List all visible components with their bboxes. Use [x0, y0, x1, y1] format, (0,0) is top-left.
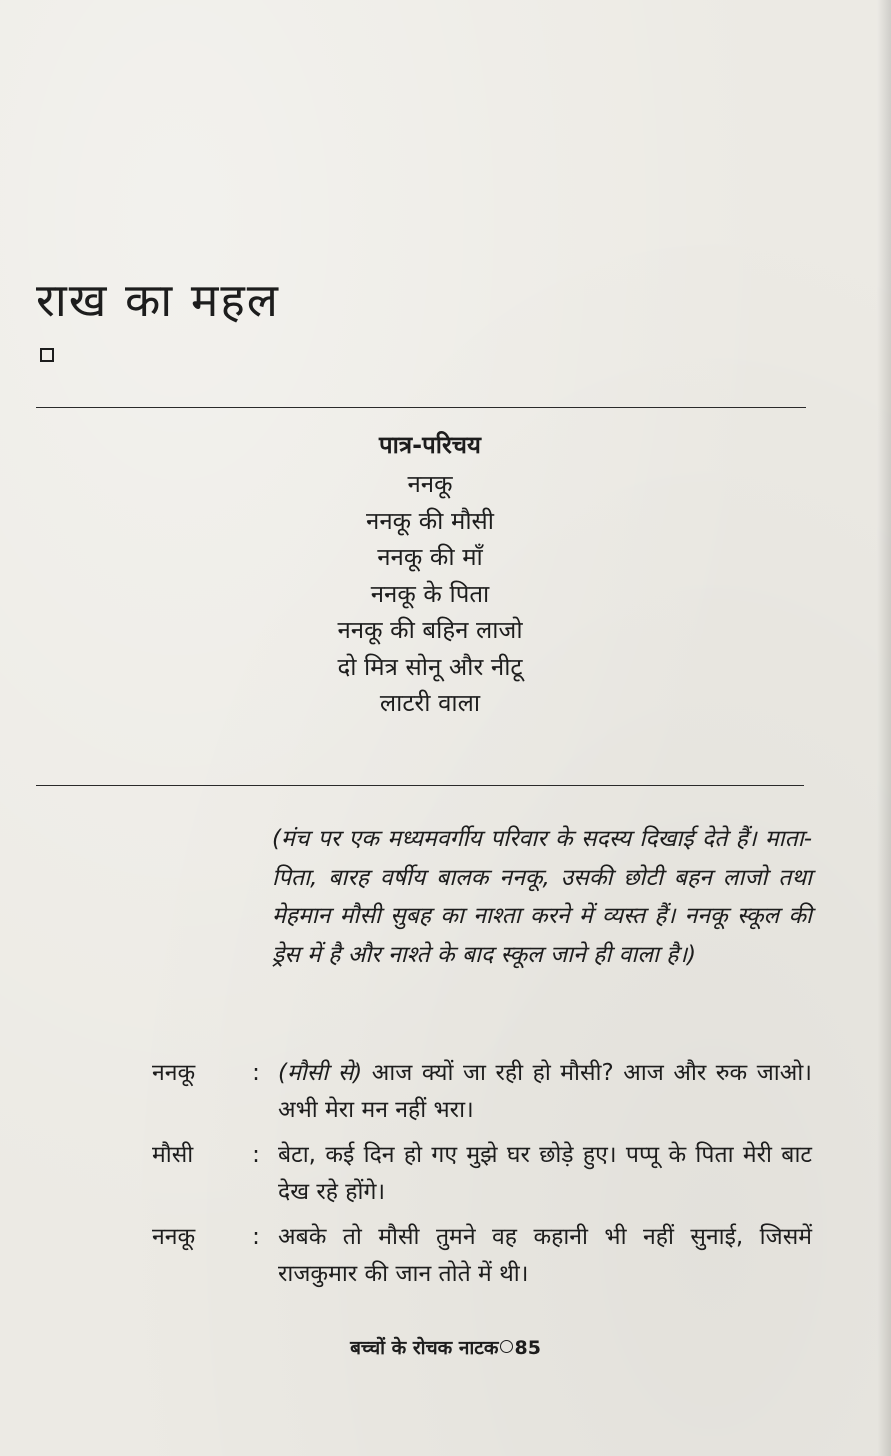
page-edge-shadow: [877, 0, 891, 1456]
speech-text: [278, 1219, 812, 1293]
cast-item: ननकू की बहिन लाजो: [337, 616, 523, 644]
cast-item: ननकू की मौसी: [366, 506, 494, 535]
dialogue-line: [152, 1219, 812, 1293]
cast-item: ननकू की माँ: [377, 543, 483, 571]
square-bullet-icon: [40, 348, 54, 362]
speaker-colon: :: [252, 1142, 260, 1168]
smiley-icon: [500, 1340, 513, 1353]
divider-bottom: [36, 785, 804, 786]
cast-item: ननकू: [407, 470, 453, 498]
page-footer: [0, 1334, 891, 1360]
speaker-name: ननकू: [152, 1060, 196, 1086]
cast-item: लाटरी वाला: [379, 689, 481, 717]
cast-list: [260, 428, 600, 722]
divider-top: [36, 407, 806, 408]
page-number: 85: [514, 1337, 541, 1359]
speaker-colon: :: [252, 1224, 260, 1250]
cast-item: दो मित्र सोनू और नीटू: [337, 652, 523, 681]
speech-direction: (मौसी से): [278, 1060, 363, 1086]
speech-content: अबके तो मौसी तुमने वह कहानी भी नहीं सुनाई, जिसमें राजकुमार की जान तोते में थी।: [278, 1224, 812, 1287]
play-title: राख का महल: [36, 273, 280, 327]
speech-content: आज क्यों जा रही हो मौसी? आज और रुक जाओ। अभी मेरा मन नहीं भरा।: [278, 1060, 812, 1123]
speaker-name: मौसी: [152, 1142, 194, 1168]
dialogue-line: [152, 1055, 812, 1129]
speech-text: [278, 1055, 812, 1129]
speaker-colon: :: [252, 1060, 260, 1086]
speaker-name: ननकू: [152, 1224, 196, 1250]
dialogue-block: [152, 1055, 812, 1301]
cast-item: ननकू के पिता: [370, 579, 490, 608]
stage-direction: (मंच पर एक मध्यमवर्गीय परिवार के सदस्य दिखाई देते हैं। माता-पिता, बारह वर्षीय बालक ननकू, उसकी छोटी बहन लाजो तथा मेहमान मौसी सुबह का नाश्ता करने में व्यस्त हैं। ननकू स्कूल की ड्रेस में है और नाश्ते के बाद स्कूल जाने ही वाला है।): [272, 826, 812, 968]
speech-content: बेटा, कई दिन हो गए मुझे घर छोड़े हुए। पप्पू के पिता मेरी बाट देख रहे होंगे।: [278, 1142, 812, 1205]
speech-text: [278, 1137, 812, 1211]
cast-heading: पात्र-परिचय: [379, 431, 481, 459]
footer-book-title: बच्चों के रोचक नाटक: [350, 1337, 499, 1359]
dialogue-line: [152, 1137, 812, 1211]
